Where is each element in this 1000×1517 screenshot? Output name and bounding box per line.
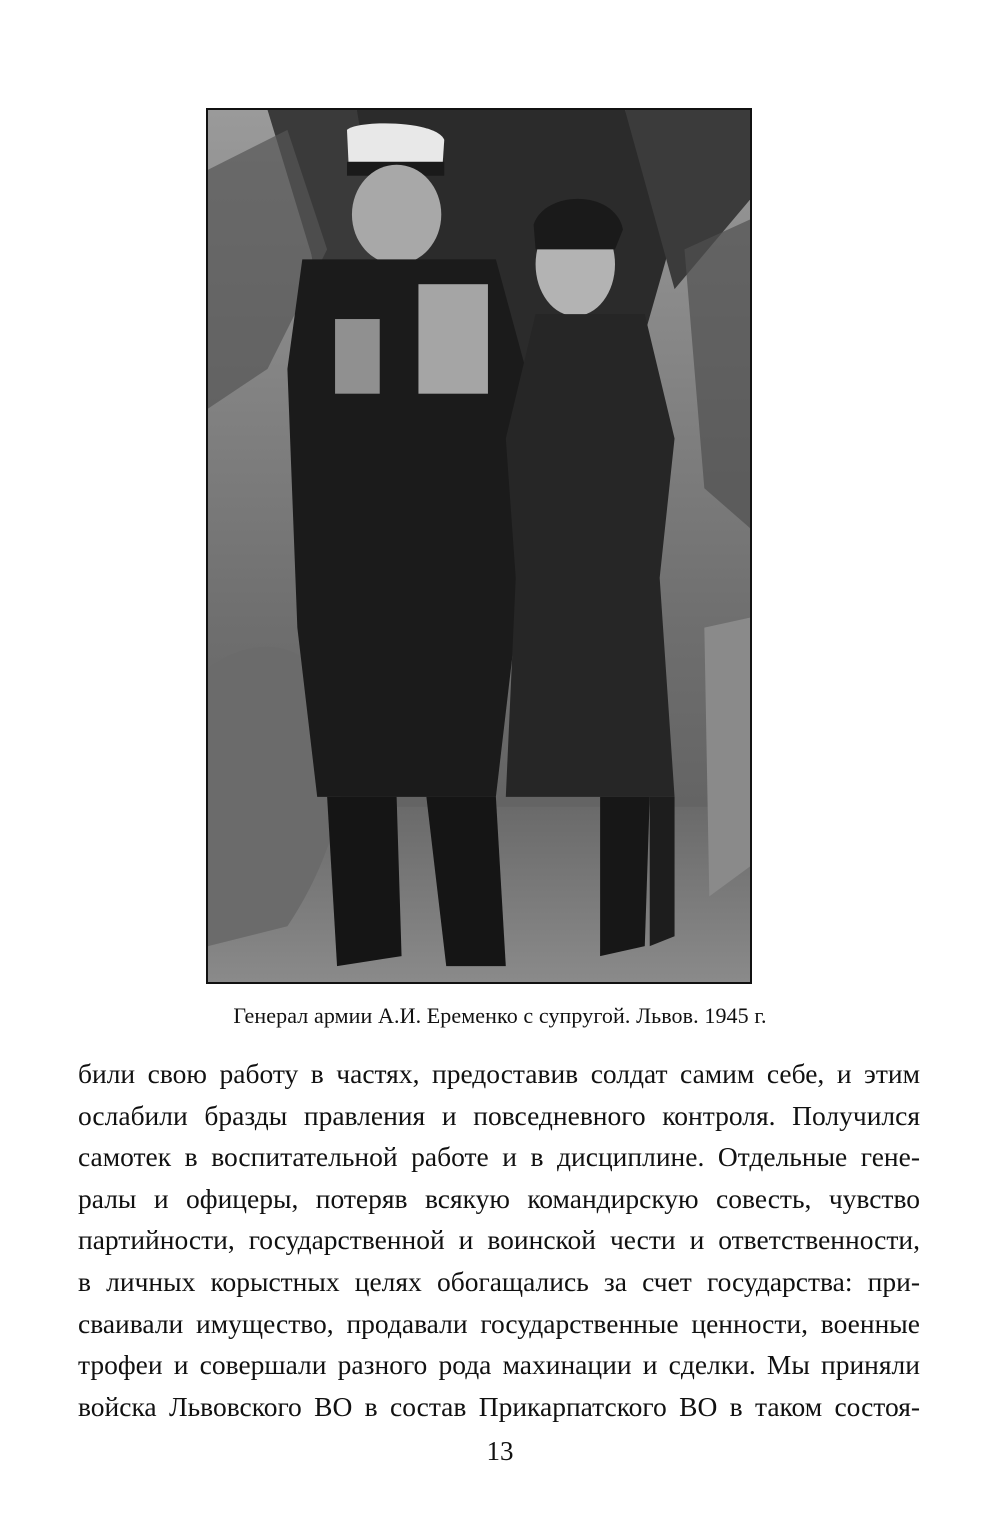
photo-caption: Генерал армии А.И. Еременко с супругой. Львов. 1945 г. <box>233 1003 767 1028</box>
woman-boot-right <box>650 797 675 946</box>
text-line: самотек в воспитательной работе и в дисциплине. Отдельные гене- <box>78 1141 920 1173</box>
text-line: сваивали имущество, продавали государственные ценности, военные <box>78 1307 920 1339</box>
medals-right <box>418 284 487 393</box>
page-number: 13 <box>486 1436 514 1466</box>
text-line: в личных корыстных целях обогащались за счет государства: при- <box>78 1265 920 1297</box>
bench <box>704 618 750 897</box>
text-line: ослабили бразды правления и повседневного контроля. Получился <box>78 1099 920 1131</box>
text-line: войска Львовского ВО в состав Прикарпатского ВО в таком состоя- <box>78 1390 920 1422</box>
body-text <box>78 1053 920 1427</box>
text-line: трофеи и совершали разного рода махинации и сделки. Мы приняли <box>78 1349 920 1381</box>
dress <box>506 314 675 797</box>
medals-left <box>335 319 380 394</box>
text-line: ралы и офицеры, потеряв всякую командирскую совесть, чувство <box>78 1182 920 1214</box>
photo-image <box>208 110 750 982</box>
woman-boot-left <box>600 797 650 956</box>
historical-photo <box>206 108 752 984</box>
boot-left <box>327 797 401 966</box>
face <box>352 165 441 265</box>
uniform <box>287 259 525 797</box>
text-line: били свою работу в частях, предоставив солдат самим себе, и этим <box>78 1058 920 1089</box>
text-line: партийности, государственной и воинской чести и ответственности, <box>78 1224 920 1256</box>
